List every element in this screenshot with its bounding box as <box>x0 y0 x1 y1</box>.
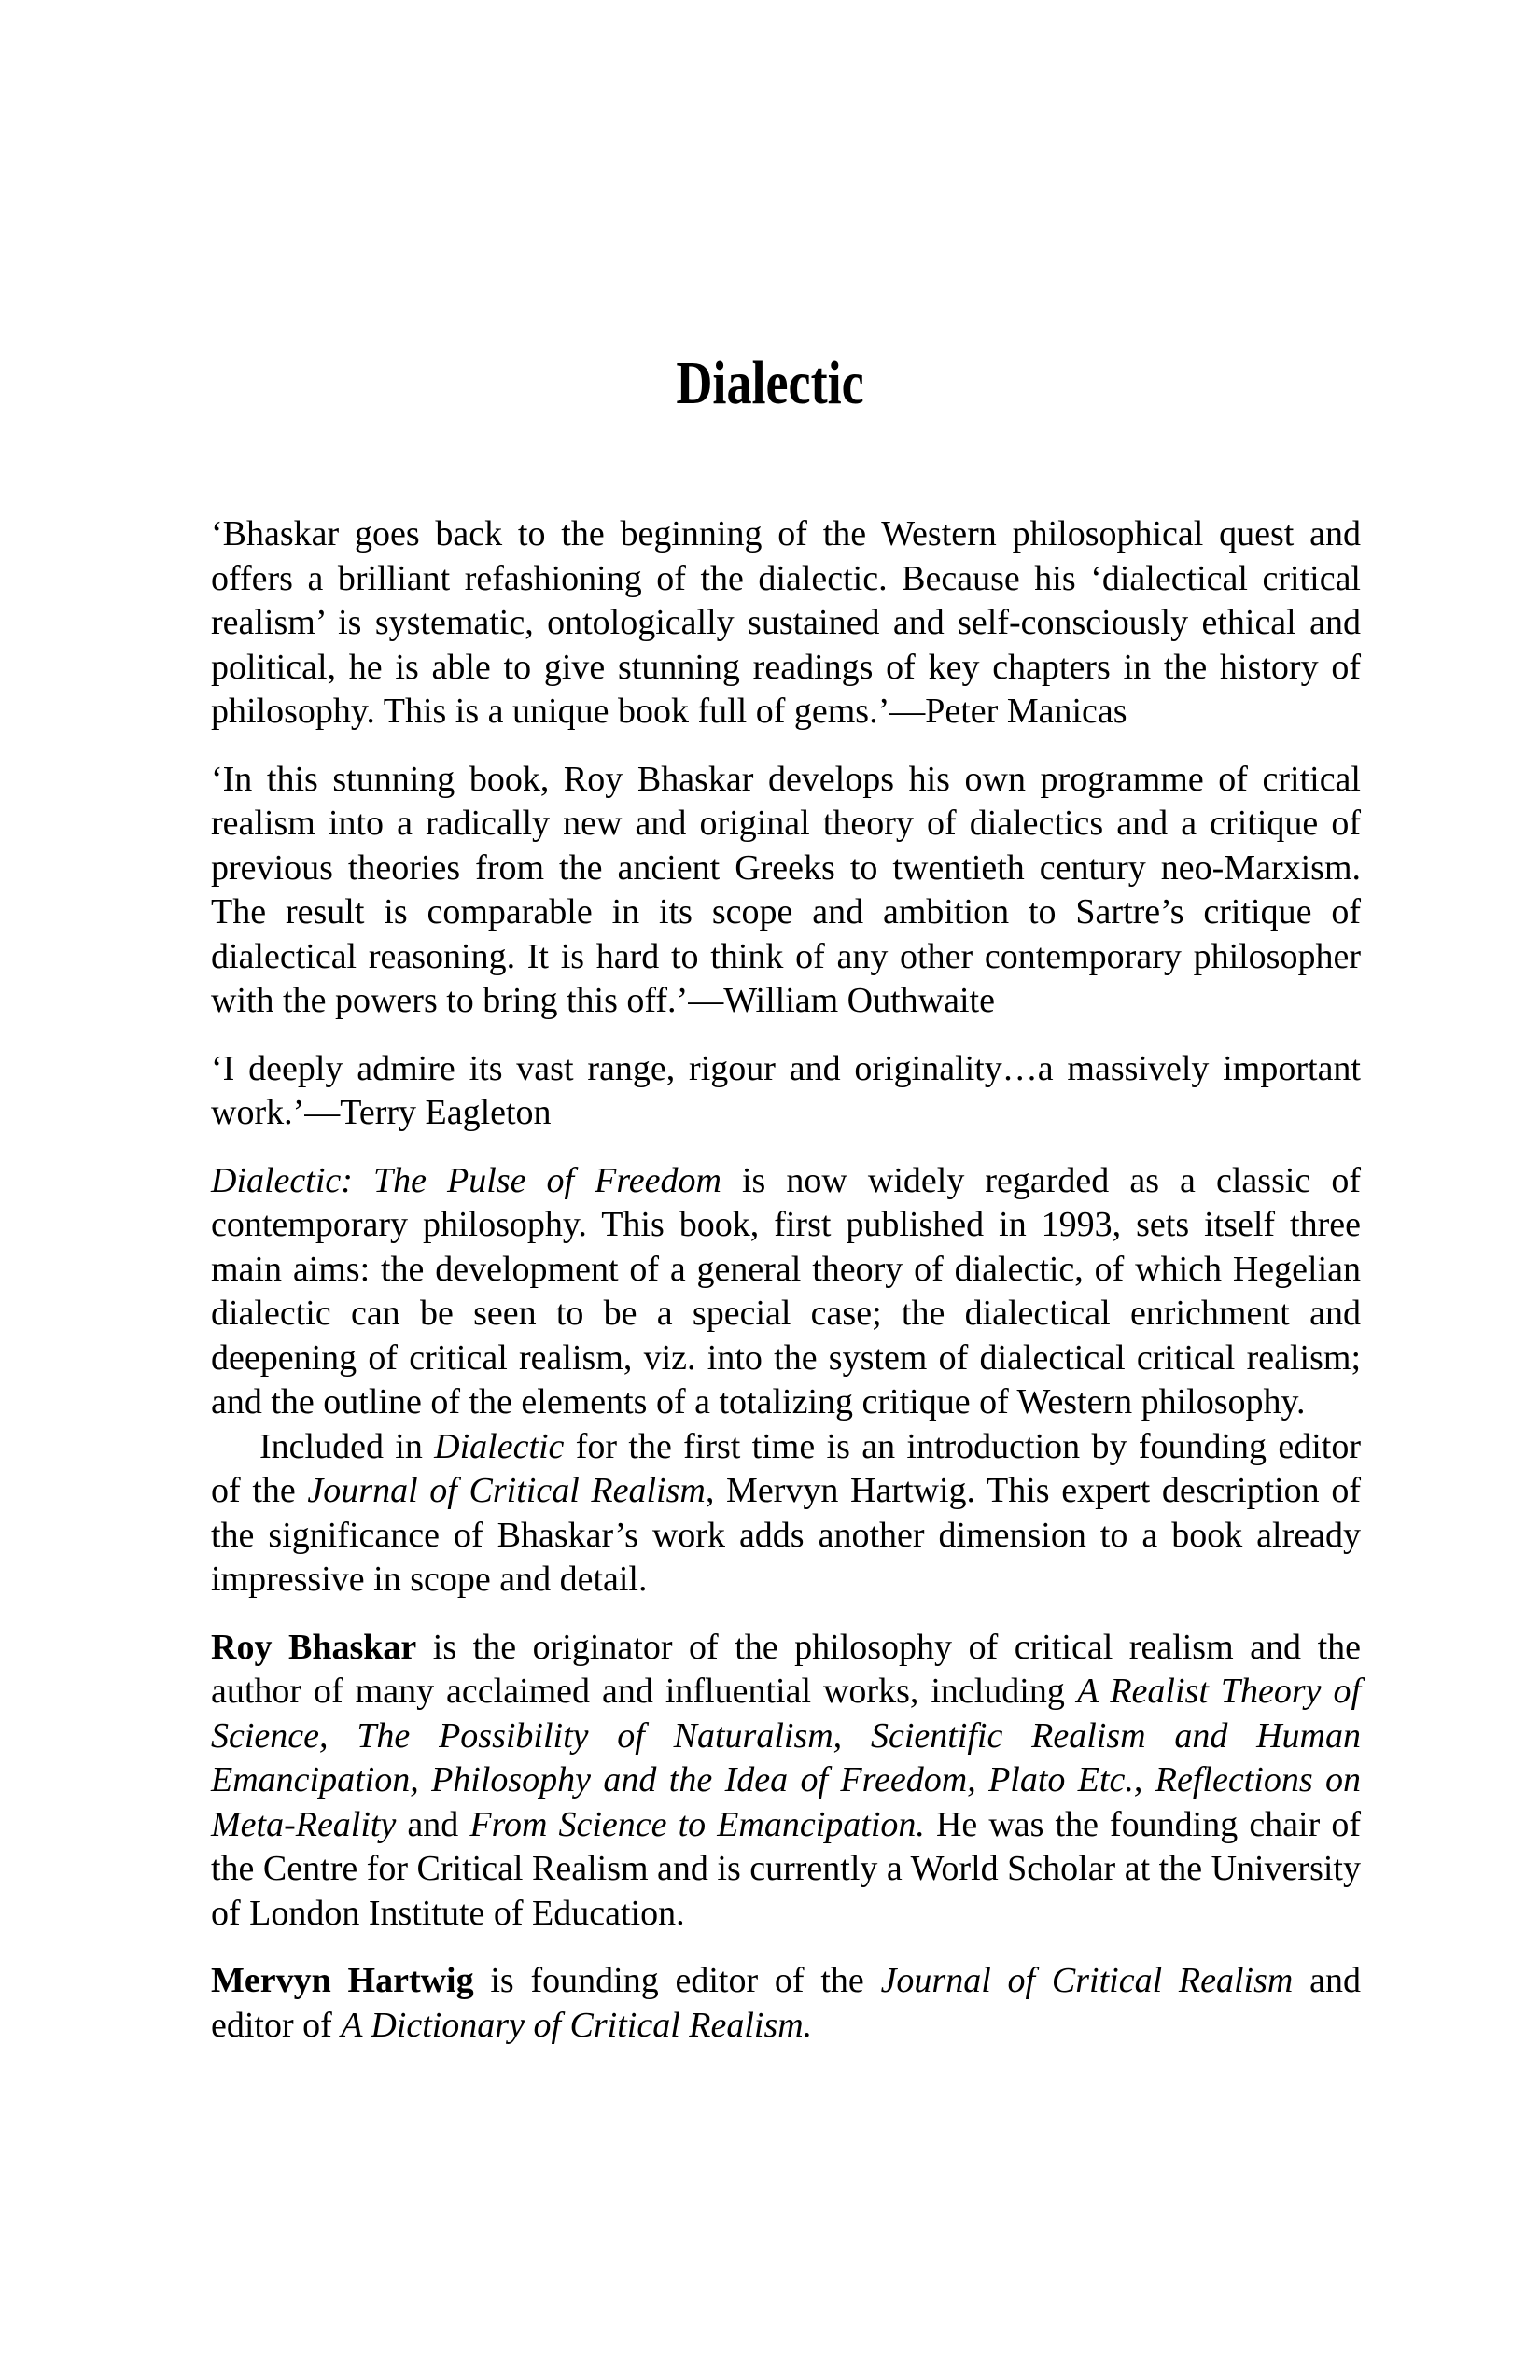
author-bio-bhaskar <box>211 1626 1361 1937</box>
text: for the first time is an introduction by founding editor of the <box>211 1426 1361 1510</box>
quote-author: —William Outhwaite <box>688 981 995 1020</box>
text: is founding editor of the <box>473 1961 881 2000</box>
review-quote <box>211 1047 1361 1136</box>
back-cover-text <box>211 512 1361 2071</box>
author-bio-hartwig <box>211 1959 1361 2048</box>
quote-text: ‘Bhaskar goes back to the beginning of the Western philosophical quest and offers a brilliant refashioning of the dialectic. Because his ‘dialectical critical realism’ is systematic, ontologically sustained and self-consciously ethical and political, he is able to give stunning readings of key chapters in the history of philosophy. This is a unique book full of gems.’ <box>211 514 1361 731</box>
text: He was the founding chair of the Centre for Critical Realism and is currently a World Scholar at the University of London Institute of Education. <box>211 1804 1361 1933</box>
journal-title: Journal of Critical Realism <box>880 1961 1294 2000</box>
works-list: From Science to Emancipation. <box>469 1804 925 1844</box>
author-name: Mervyn Hartwig <box>211 1961 474 2000</box>
description-paragraph-2 <box>211 1425 1361 1603</box>
book-title: Dialectic <box>434 1426 565 1466</box>
quote-text: ‘In this stunning book, Roy Bhaskar develops his own programme of critical realism into a radically new and original theory of dialectics and a critique of previous theories from the ancient Greeks to twentieth century neo-Marxism. The result is comparable in its scope and ambition to Sartre’s critique of dialectical reasoning. It is hard to think of any other contemporary philosopher with the powers to bring this off.’ <box>211 759 1361 1020</box>
journal-title: Journal of Critical Realism, <box>307 1471 715 1510</box>
text: Mervyn Hartwig. This expert description of the significance of Bhaskar’s work adds another dimension to a book already impressive in scope and detail. <box>211 1471 1362 1599</box>
book-title: Dialectic: The Pulse of Freedom <box>211 1160 721 1200</box>
description-paragraph <box>211 1159 1361 1425</box>
text: Included in <box>259 1426 435 1466</box>
author-name: Roy Bhaskar <box>211 1627 417 1667</box>
text: is the originator of the philosophy of critical realism and the author of many acclaimed and influential works, including <box>211 1627 1361 1711</box>
works-list: A Realist Theory of Science, The Possibility of Naturalism, Scientific Realism and Human Emancipation, Philosophy and the Idea of Freedom, Plato Etc., Reflections on Meta-Reality <box>211 1672 1362 1844</box>
description-text: is now widely regarded as a classic of contemporary philosophy. This book, first published in 1993, sets itself three main aims: the development of a general theory of dialectic, of which Hegelian dialectic can be seen to be a special case; the dialectical enrichment and deepening of critical realism, viz. into the system of dialectical critical realism; and the outline of the elements of a totalizing critique of Western philosophy. <box>211 1160 1361 1421</box>
review-quote <box>211 512 1361 735</box>
book-title: A Dictionary of Critical Realism. <box>341 2005 813 2045</box>
text: and <box>396 1804 470 1844</box>
quote-author: —Terry Eagleton <box>304 1093 552 1132</box>
quote-author: —Peter Manicas <box>889 692 1127 731</box>
page-title: Dialectic <box>676 349 864 417</box>
quote-text: ‘I deeply admire its vast range, rigour and originality…a massively important work.’ <box>211 1048 1361 1132</box>
review-quote <box>211 758 1361 1024</box>
text: and editor of <box>211 1961 1361 2045</box>
